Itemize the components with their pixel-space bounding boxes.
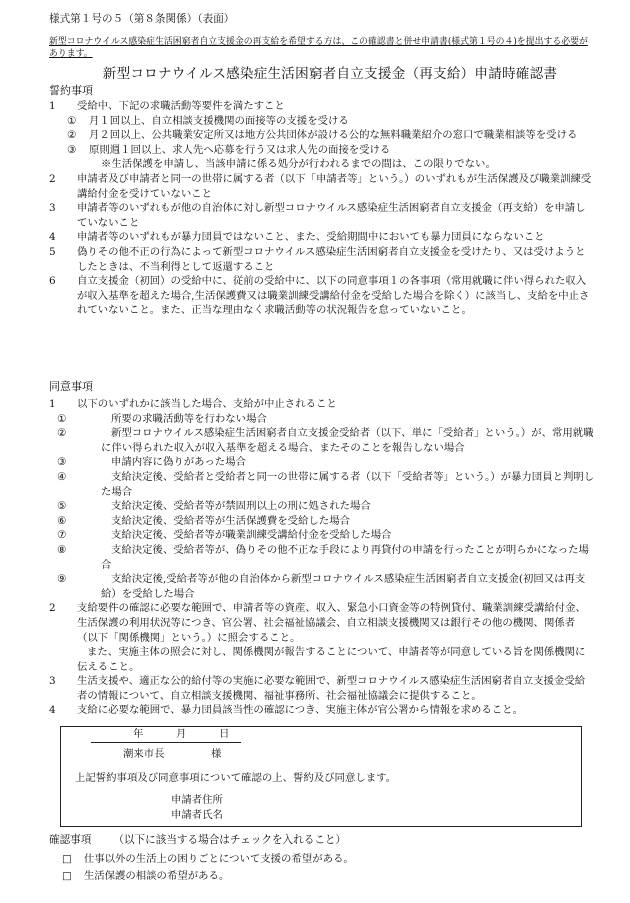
- suspension-conditions-list: [49, 412, 595, 602]
- confirmation-heading: 確認事項: [49, 834, 92, 846]
- condition-marker: ②: [57, 427, 67, 440]
- condition-marker: ④: [57, 470, 67, 483]
- welfare-note: ※生活保護を申請し、当該申請に係る処分が行われるまでの間は、この限りでない。: [101, 158, 496, 171]
- suspension-condition: [49, 412, 595, 427]
- pledge-section: [49, 99, 595, 318]
- condition-text: 支給決定後、受給者等が、偽りその他不正な手段により再貸付の申請を行ったことが明らかになった場合: [101, 543, 589, 571]
- year-label: 年: [133, 728, 144, 740]
- pledge-item-number: 3: [49, 202, 56, 215]
- consent-item-number: 4: [49, 704, 56, 717]
- mayor-addressee: 潮来市長: [123, 748, 165, 760]
- honorific: 様: [211, 748, 222, 760]
- pledge-item-3: [49, 201, 595, 230]
- consent-item-number: 3: [49, 675, 56, 688]
- consent-heading: 同意事項: [49, 380, 93, 393]
- consent-item-text: 生活支援や、適正な公的給付等の実施に必要な範囲で、新型コロナウイルス感染症生活困窮者自立支援金受給者の情報について、自立相談支援機関、福祉事務所、社会福祉協議会に提供すること。: [77, 675, 586, 702]
- signature-box: [60, 726, 582, 827]
- suspension-condition: [49, 455, 595, 470]
- pledge-item-text: 受給中、下記の求職活動等要件を満たすこと: [77, 100, 285, 112]
- consent-item-text: 以下のいずれかに該当した場合、支給が中止されること: [77, 398, 337, 410]
- pledge-item-text: 偽りその他不正の行為によって新型コロナウイルス感染症生活困窮者自立支援金を受けたり、又は受けようとしたときは、不当利得として返還すること: [77, 245, 586, 273]
- suspension-condition: [49, 514, 595, 529]
- suspension-condition: [49, 543, 595, 572]
- condition-text: 支給決定後、受給者等が職業訓練受講給付金を受給した場合: [111, 529, 392, 542]
- subitem-marker: ②: [67, 129, 77, 142]
- checkbox[interactable]: □: [62, 853, 72, 865]
- option-text: 仕事以外の生活上の困りごとについて支援の希望がある。: [83, 853, 354, 865]
- consent-section: [49, 397, 595, 718]
- suspension-condition: [49, 499, 595, 514]
- pledge-subitem-1: [49, 114, 595, 129]
- pledge-subitem-2: [49, 128, 595, 143]
- condition-marker: ⑥: [57, 514, 67, 527]
- condition-text: 所要の求職活動等を行わない場合: [111, 412, 267, 425]
- date-underline: [91, 742, 241, 743]
- consent-item-3: [49, 674, 595, 703]
- pledge-item-text: 申請者等のいずれもが他の自治体に対し新型コロナウイルス感染症生活困窮者自立支援金（再支給）を申請していないこと: [77, 202, 586, 229]
- agreement-statement: 上記誓約事項及び同意事項について確認の上、誓約及び同意します。: [75, 772, 397, 784]
- pledge-item-6: [49, 274, 595, 318]
- welfare-consultation-option[interactable]: [62, 869, 229, 884]
- pledge-item-text: 自立支援金（初回）の受給中に、従前の受給中に、以下の同意事項１の各事項（常用就職に伴い得られた収入が収入基準を超えた場合,生活保護費又は職業訓練受講給付金を受給した場合を除く）に該当し、支給を中止されていないこと。また、正当な理由なく求職活動等の状況報告を怠っていないこと。: [77, 275, 590, 317]
- pledge-item-number: 5: [49, 245, 56, 258]
- condition-text: 申請内容に偽りがあった場合: [111, 456, 246, 469]
- support-request-option[interactable]: [62, 852, 354, 867]
- applicant-address-label: 申請者住所: [171, 794, 223, 806]
- condition-text: 支給決定後,受給者等が他の自治体から新型コロナウイルス感染症生活困窮者自立支援金(初回又は再支給）を受給した場合: [101, 573, 586, 600]
- resubmission-notice: 新型コロナウイルス感染症生活困窮者自立支援金の再支給を希望する方は、この確認書と併せ申請書(様式第１号の４)を提出する必要があります。: [49, 37, 588, 59]
- subitem-text: 原則週１回以上、求人先へ応募を行う又は求人先の面接を受ける: [89, 143, 391, 156]
- pledge-item-4: [49, 230, 595, 245]
- subitem-marker: ①: [67, 114, 77, 127]
- checkbox[interactable]: □: [62, 870, 72, 882]
- pledge-item-2: [49, 172, 595, 201]
- pledge-item-number: 4: [49, 231, 56, 244]
- condition-text: 支給決定後、受給者と受給者と同一の世帯に属する者（以下「受給者等」という。）が暴力団員と判明した場合: [101, 470, 595, 498]
- condition-marker: ③: [57, 456, 67, 469]
- consent-item-number: 1: [49, 398, 56, 410]
- consent-item-1: [49, 397, 595, 412]
- pledge-item-text: 申請者等のいずれもが暴力団員ではないこと、また、受給期間中においても暴力団員にならないこと: [77, 231, 545, 244]
- subitem-text: 月２回以上、公共職業安定所又は地方公共団体が設ける公的な無料職業紹介の窓口で職業相談等を受ける: [89, 129, 578, 142]
- pledge-item-number: 2: [49, 172, 56, 185]
- pledge-item-number: 1: [49, 100, 56, 112]
- condition-marker: ⑦: [57, 529, 67, 542]
- consent-item-2-continuation: また、実施主体の照会に対し、関係機関が報告することについて、申請者等が同意している旨を関係機関に伝えること。: [77, 646, 586, 673]
- applicant-name-label: 申請者氏名: [171, 809, 223, 821]
- pledge-heading: 誓約事項: [49, 84, 93, 97]
- suspension-condition: [49, 528, 595, 543]
- month-label: 月: [176, 728, 187, 740]
- consent-item-text: 支給要件の確認に必要な範囲で、申請者等の資産、収入、緊急小口資金等の特例貸付、職業訓練受講給付金、生活保護の利用状況等につき、官公署、社会福祉協議会、自立相談支援機関又は銀行その他の機関、関係者（以下「関係機関」という。）に照会すること。: [77, 602, 586, 644]
- suspension-condition: [49, 572, 595, 601]
- pledge-item-number: 6: [49, 275, 56, 288]
- suspension-condition: [49, 426, 595, 455]
- subitem-text: 月１回以上、自立相談支援機関の面接等の支援を受ける: [89, 114, 349, 127]
- pledge-subitem-3: [49, 143, 595, 158]
- condition-marker: ⑨: [57, 573, 67, 586]
- option-text: 生活保護の相談の希望がある。: [83, 870, 230, 882]
- suspension-condition: [49, 470, 595, 499]
- condition-text: 新型コロナウイルス感染症生活困窮者自立支援金受給者（以下、単に「受給者」という。）が、常用就職に伴い得られた収入が収入基準を超える場合、またそのことを報告しない場合: [101, 427, 594, 454]
- condition-marker: ⑧: [57, 543, 67, 556]
- pledge-item-5: [49, 245, 595, 274]
- document-title: 新型コロナウイルス感染症生活困窮者自立支援金（再支給）申請時確認書: [102, 66, 558, 82]
- consent-item-text: 支給に必要な範囲で、暴力団員該当性の確認につき、実施主体が官公署から情報を求めること。: [77, 704, 523, 717]
- consent-item-2: [49, 601, 595, 645]
- form-code: 様式第１号の５（第８条関係）（表面）: [49, 13, 235, 25]
- pledge-item-text: 申請者及び申請者と同一の世帯に属する者（以下「申請者等」という。）のいずれもが生活保護及び職業訓練受講給付金を受けていないこと: [77, 172, 592, 200]
- condition-marker: ①: [57, 412, 67, 425]
- date-line: [133, 727, 229, 742]
- consent-item-4: [49, 703, 595, 718]
- confirmation-heading-row: [49, 833, 346, 848]
- day-label: 日: [219, 728, 230, 740]
- consent-item-number: 2: [49, 602, 56, 615]
- pledge-item-1: [49, 99, 595, 114]
- condition-text: 支給決定後、受給者等が禁固刑以上の刑に処された場合: [111, 500, 371, 513]
- condition-text: 支給決定後、受給者等が生活保護費を受給した場合: [111, 514, 350, 527]
- subitem-marker: ③: [67, 143, 77, 156]
- confirmation-hint: （以下に該当する場合はチェックを入れること）: [113, 834, 347, 846]
- condition-marker: ⑤: [57, 500, 67, 513]
